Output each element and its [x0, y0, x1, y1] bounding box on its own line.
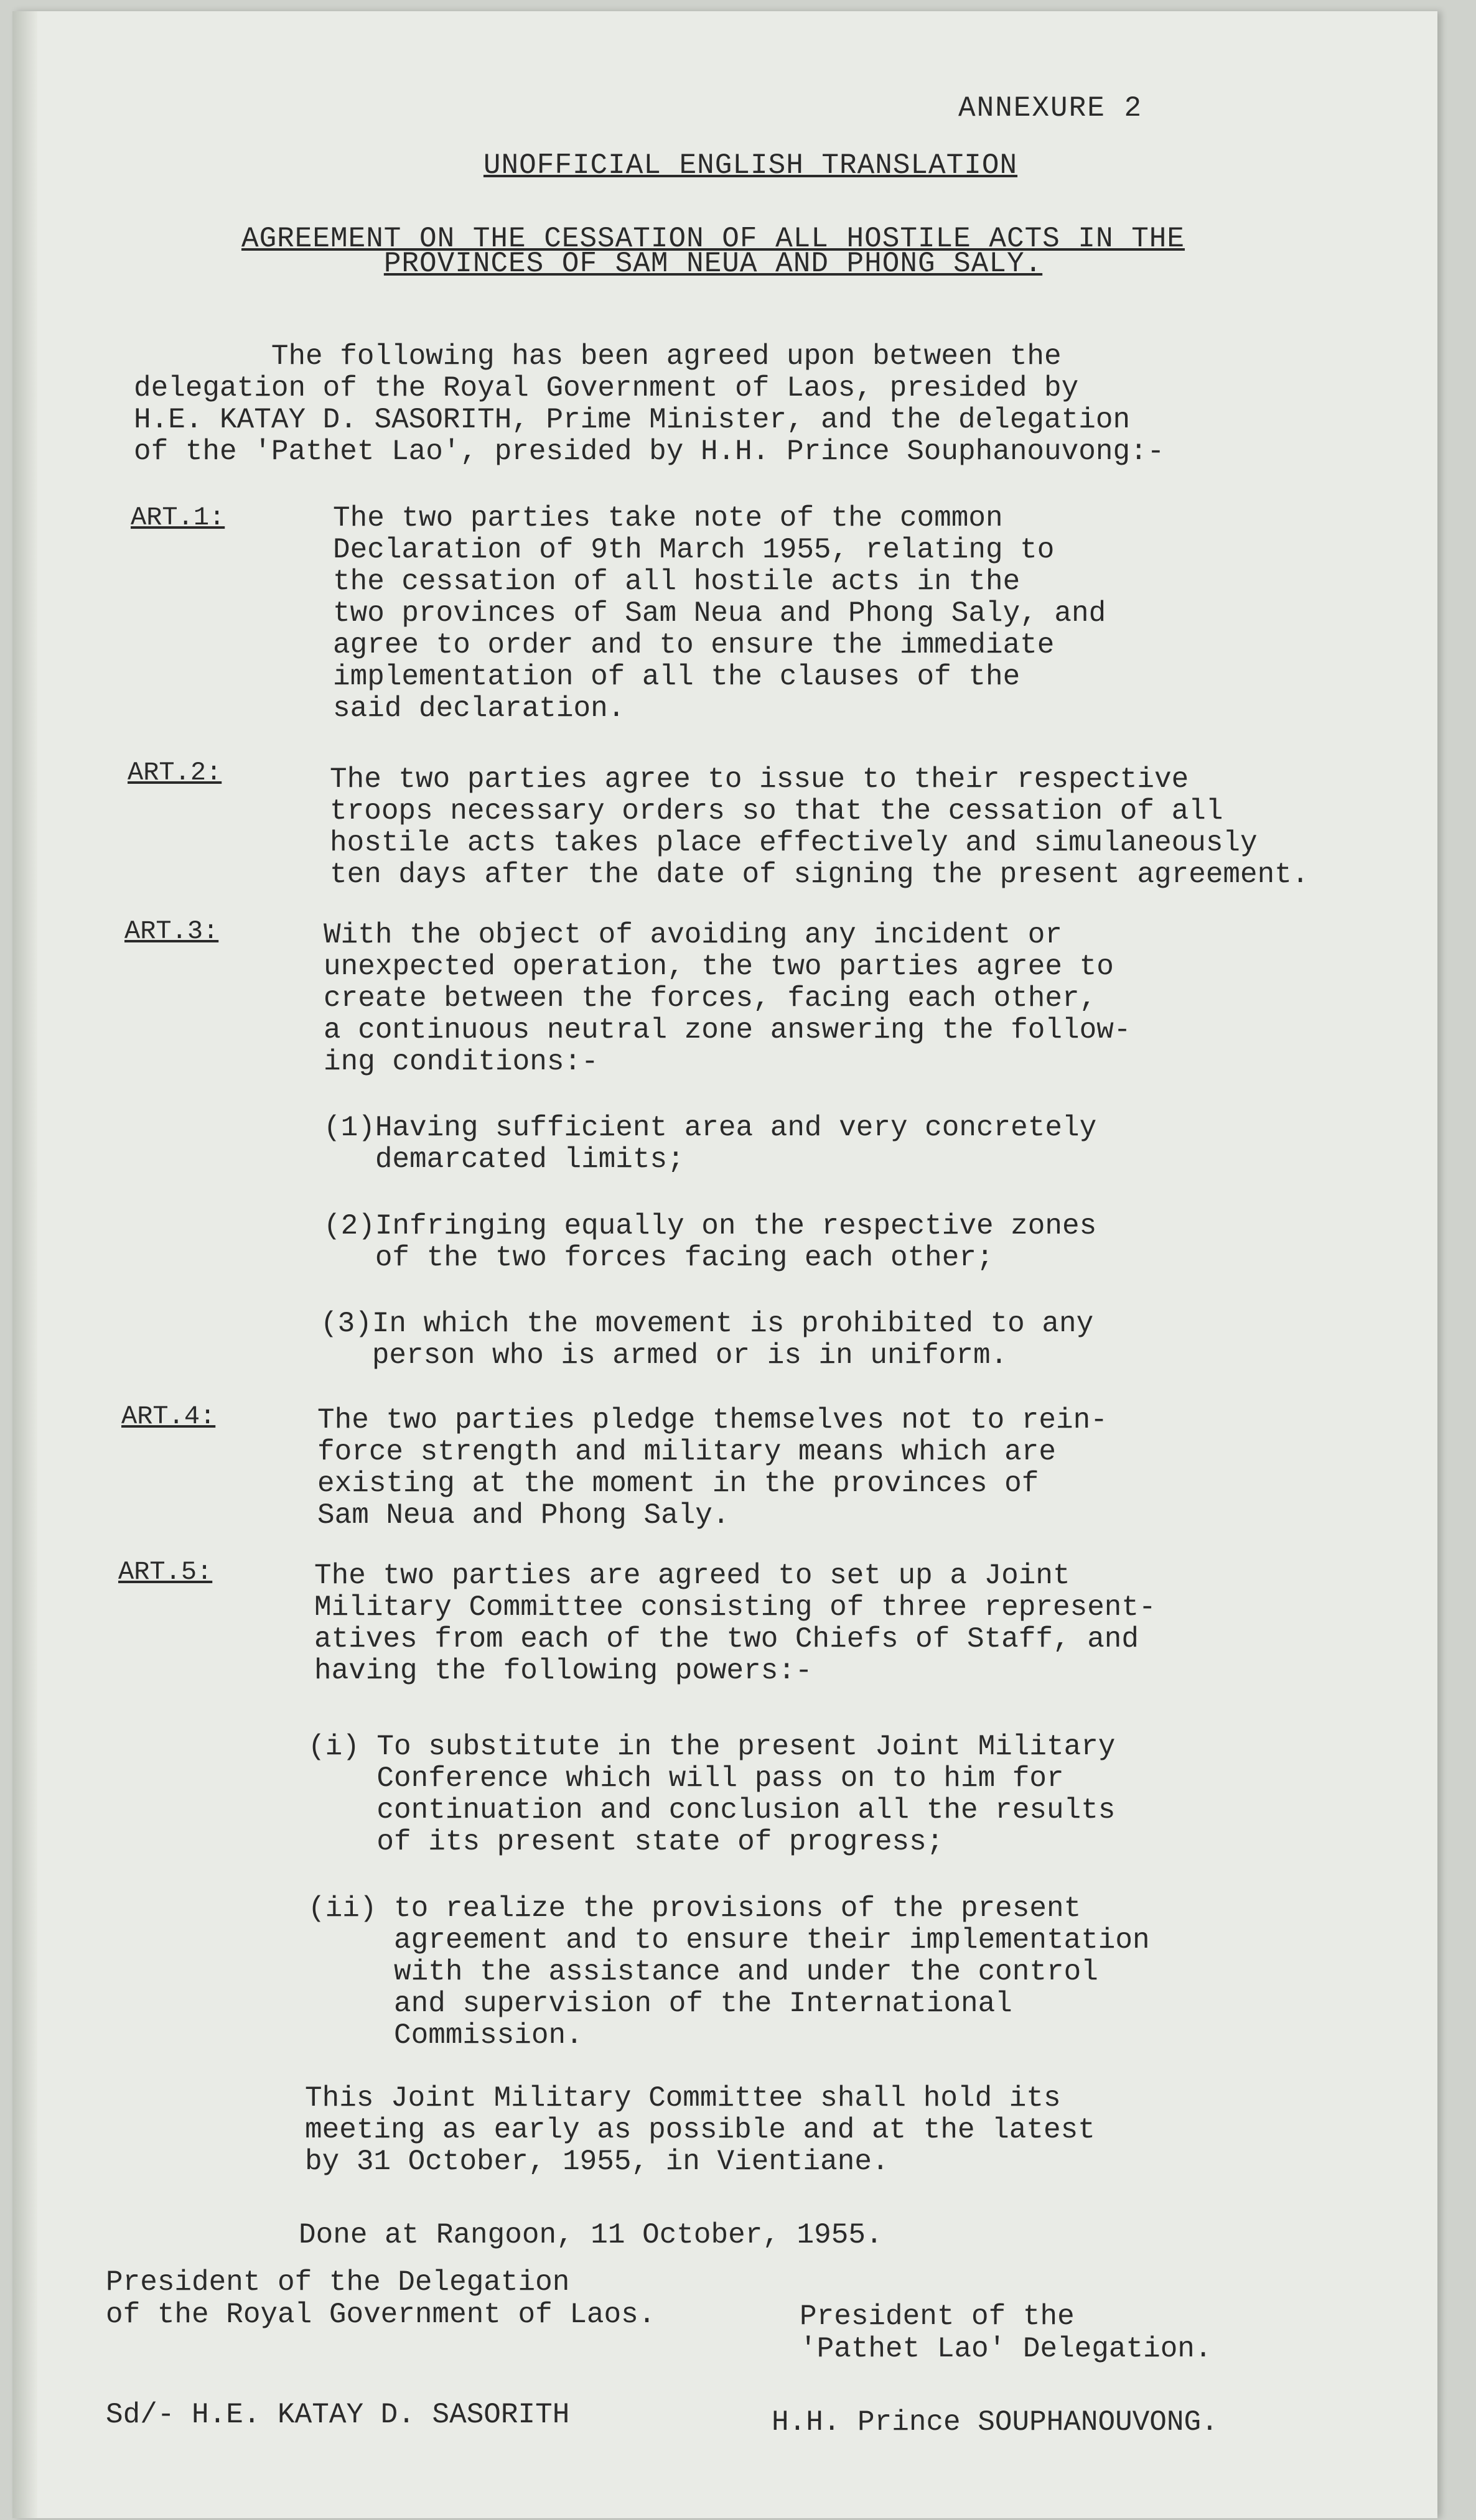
- right-signatory-title: President of the 'Pathet Lao' Delegation.: [800, 2300, 1212, 2365]
- article-5-text: The two parties are agreed to set up a Joint Military Committee consisting of three represent- atives from each of the two Chiefs of Staff, and having the following powers:-: [314, 1560, 1156, 1687]
- article-3-label: ART.3:: [124, 916, 219, 946]
- article-5-label: ART.5:: [118, 1557, 213, 1587]
- article-5-closing: This Joint Military Committee shall hold its meeting as early as possible and at the latest by 31 October, 1955, in Vientiane.: [305, 2082, 1095, 2178]
- article-5-item-i: (i) To substitute in the present Joint Military Conference which will pass on to him for continuation and conclusion all the results of its present state of progress;: [308, 1731, 1116, 1858]
- article-3-item-2: (2)Infringing equally on the respective zones of the two forces facing each other;: [324, 1210, 1097, 1274]
- agreement-title-line1: AGREEMENT ON THE CESSATION OF ALL HOSTILE ACTS IN THE: [241, 223, 1185, 255]
- left-signatory-name: Sd/- H.E. KATAY D. SASORITH: [106, 2399, 570, 2431]
- article-1-label: ART.1:: [131, 503, 225, 532]
- article-4-text: The two parties pledge themselves not to rein- force strength and military means which are existing at the moment in the provinces of Sam Neua and Phong Saly.: [317, 1404, 1108, 1532]
- article-5-item-ii: (ii) to realize the provisions of the present agreement and to ensure their implementation with the assistance and under the control and supervision of the International Commission.: [308, 1892, 1150, 2052]
- annexure-label: ANNEXURE 2: [958, 92, 1143, 124]
- article-3-text: With the object of avoiding any incident or unexpected operation, the two parties agree to create between the forces, facing each other, a continuous neutral zone answering the follow- ing conditions:-: [324, 919, 1131, 1078]
- left-signatory-title: President of the Delegation of the Royal Government of Laos.: [106, 2266, 656, 2331]
- article-3-item-3: (3)In which the movement is prohibited to any person who is armed or is in uniform.: [320, 1308, 1094, 1372]
- right-signatory-name: H.H. Prince SOUPHANOUVONG.: [772, 2406, 1218, 2439]
- article-1-text: The two parties take note of the common Declaration of 9th March 1955, relating to the cessation of all hostile acts in the two provinces of Sam Neua and Phong Saly, and agree to order and to ensure the immediate implementation of all the clauses of the said declaration.: [333, 502, 1106, 725]
- page-binding-shadow: [12, 11, 37, 2518]
- done-statement: Done at Rangoon, 11 October, 1955.: [299, 2219, 883, 2251]
- agreement-title-line2: PROVINCES OF SAM NEUA AND PHONG SALY.: [383, 248, 1043, 280]
- intro-paragraph: The following has been agreed upon between the delegation of the Royal Government of Laos, presided by H.E. KATAY D. SASORITH, Prime Minister, and the delegation of the 'Pathet Lao', presided by H.H. Prince Souphanouvong:-: [134, 340, 1165, 468]
- translation-note: UNOFFICIAL ENGLISH TRANSLATION: [483, 149, 1018, 182]
- article-4-label: ART.4:: [121, 1402, 216, 1431]
- article-3-item-1: (1)Having sufficient area and very concretely demarcated limits;: [324, 1112, 1097, 1176]
- article-2-text: The two parties agree to issue to their respective troops necessary orders so that the cessation of all hostile acts takes place effectively and simulaneously ten days after the date of signing the present agreement.: [330, 763, 1309, 891]
- document-page: [12, 11, 1437, 2518]
- article-2-label: ART.2:: [128, 758, 222, 788]
